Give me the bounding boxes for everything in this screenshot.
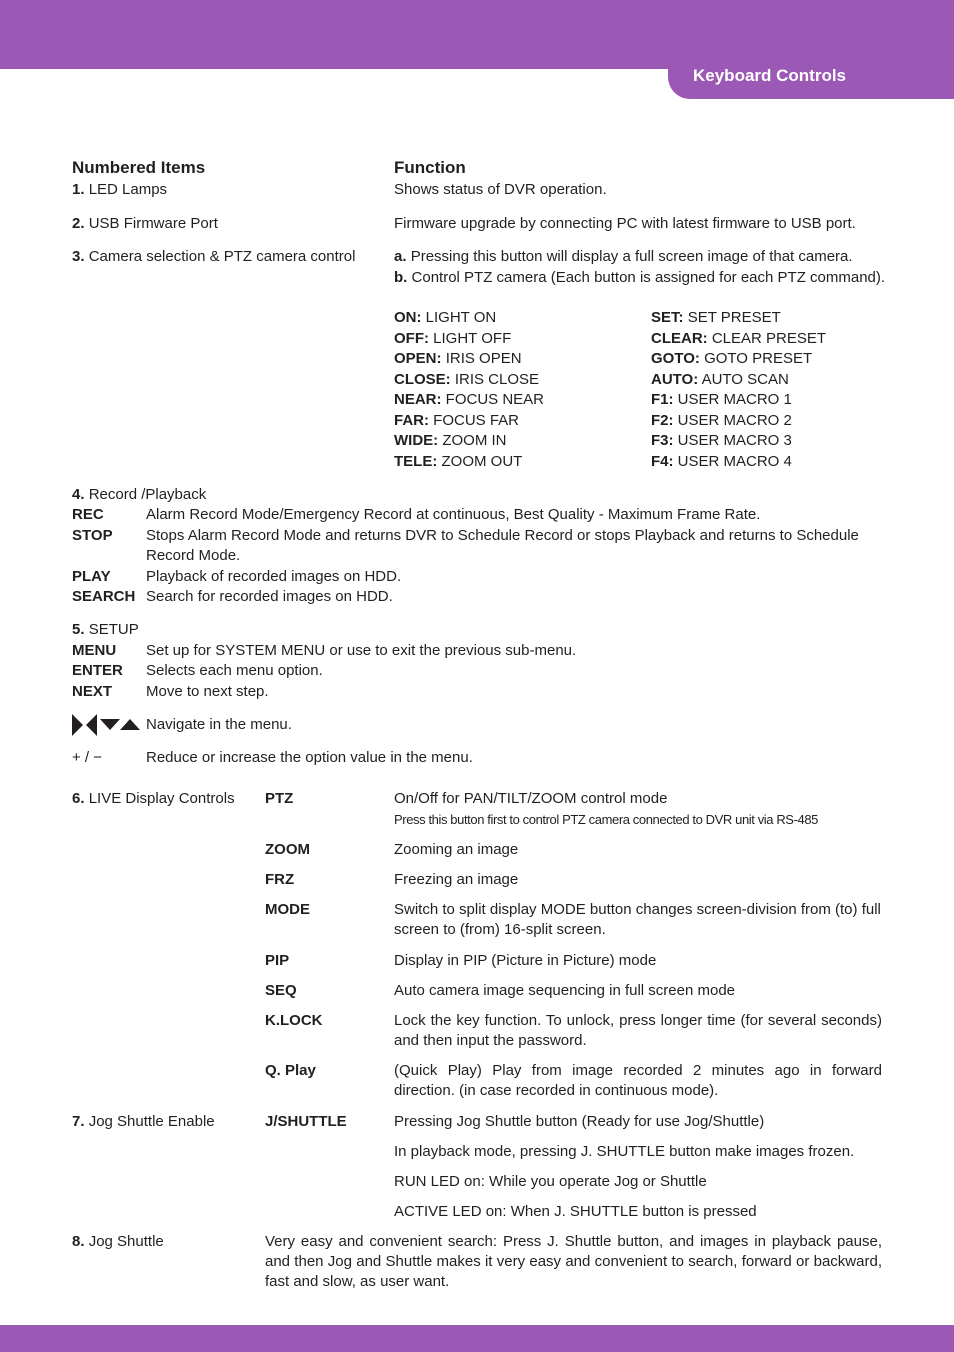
left-arrow-icon [86, 714, 97, 736]
ptz-left-item [394, 308, 496, 328]
klock-key: K.LOCK [265, 1012, 323, 1029]
pip-desc: Display in PIP (Picture in Picture) mode [394, 952, 657, 969]
ptz-command-value: CLEAR PRESET [711, 329, 827, 347]
item-1 [72, 180, 167, 200]
ptz-right-item [651, 329, 826, 349]
item-number: 7. [72, 1113, 85, 1130]
down-arrow-icon [100, 719, 120, 730]
item-label: Record /Playback [88, 486, 207, 503]
ptz-command-key: OPEN: [394, 350, 442, 367]
qplay-key: Q. Play [265, 1062, 316, 1079]
jshuttle-key: J/SHUTTLE [265, 1113, 347, 1130]
ptz-note: Press this button first to control PTZ camera connected to DVR unit via RS-485 [394, 812, 818, 827]
ptz-right-item [651, 411, 792, 431]
ptz-key: PTZ [265, 790, 294, 807]
ptz-right-item [651, 390, 792, 410]
seq-key: SEQ [265, 982, 297, 999]
play-key: PLAY [72, 568, 111, 585]
section-tab: Keyboard Controls [668, 56, 954, 99]
jshuttle-desc-1: Pressing Jog Shuttle button (Ready for use Jog/Shuttle) [394, 1113, 765, 1130]
ptz-command-key: CLEAR: [651, 329, 708, 347]
next-key: NEXT [72, 683, 113, 700]
qplay-desc: (Quick Play) Play from image recorded 2 minutes ago in forward direction. (in case recorded in continuous mode). [394, 1062, 882, 1099]
rec-key: REC [72, 506, 104, 523]
item-7 [72, 1112, 215, 1132]
ptz-command-value: IRIS OPEN [445, 350, 522, 367]
arrow-keys-icon [72, 714, 142, 736]
item-8 [72, 1232, 164, 1252]
ptz-right-item [651, 431, 792, 451]
item-number: 1. [72, 181, 85, 198]
ptz-command-value: LIGHT ON [425, 309, 497, 326]
item-1-desc: Shows status of DVR operation. [394, 181, 607, 198]
numbered-items-heading: Numbered Items [72, 158, 206, 177]
function-heading: Function [394, 158, 466, 177]
menu-desc: Set up for SYSTEM MENU or use to exit the previous sub-menu. [146, 642, 577, 659]
ptz-left-item [394, 431, 507, 451]
ptz-command-key: CLOSE: [394, 370, 451, 388]
rec-desc: Alarm Record Mode/Emergency Record at continuous, Best Quality - Maximum Frame Rate. [146, 506, 761, 523]
ptz-command-key: AUTO: [651, 370, 699, 388]
ptz-command-key: F2: [651, 411, 674, 429]
up-arrow-icon [120, 719, 140, 730]
ptz-command-value: ZOOM OUT [441, 452, 523, 470]
zoom-desc: Zooming an image [394, 841, 519, 858]
ptz-left-item [394, 370, 539, 390]
item-5 [72, 620, 139, 640]
ptz-command-value: IRIS CLOSE [454, 370, 540, 388]
item-number: 5. [72, 621, 85, 638]
ptz-left-item [394, 349, 522, 369]
navigate-desc: Navigate in the menu. [146, 716, 292, 733]
ptz-left-item [394, 390, 544, 410]
frz-desc: Freezing an image [394, 871, 519, 888]
frz-key: FRZ [265, 871, 295, 888]
item-label: Jog Shuttle Enable [88, 1113, 215, 1130]
enter-desc: Selects each menu option. [146, 662, 323, 679]
ptz-command-key: TELE: [394, 452, 438, 470]
ptz-left-item [394, 452, 522, 472]
item-number: 8. [72, 1233, 85, 1250]
item-number: 4. [72, 486, 85, 503]
klock-desc: Lock the key function. To unlock, press longer time (for several seconds) and then input the password. [394, 1012, 882, 1049]
ptz-command-key: WIDE: [394, 432, 439, 449]
ptz-command-value: USER MACRO 4 [677, 452, 792, 470]
mode-key: MODE [265, 901, 310, 918]
stop-key: STOP [72, 527, 113, 544]
ptz-command-value: FOCUS FAR [433, 411, 520, 429]
pip-key: PIP [265, 952, 290, 969]
mode-desc: Switch to split display MODE button changes screen-division from (to) full screen to (from) 16-split screen. [394, 901, 881, 938]
menu-key: MENU [72, 642, 117, 659]
ptz-command-key: NEAR: [394, 391, 442, 408]
ptz-command-value: USER MACRO 1 [677, 391, 792, 408]
item-6 [72, 789, 235, 809]
bottom-banner [0, 1325, 954, 1352]
ptz-command-value: USER MACRO 2 [677, 411, 792, 429]
ptz-left-item [394, 329, 511, 349]
ptz-command-value: ZOOM IN [442, 432, 507, 449]
search-desc: Search for recorded images on HDD. [146, 588, 393, 605]
seq-desc: Auto camera image sequencing in full screen mode [394, 982, 736, 999]
item-label: SETUP [88, 621, 139, 638]
ptz-command-key: OFF: [394, 329, 429, 347]
item-number: 2. [72, 215, 85, 232]
item-2 [72, 214, 218, 234]
plus-minus-key: + / − [72, 749, 103, 766]
ptz-command-value: SET PRESET [687, 309, 781, 326]
jshuttle-desc-3: RUN LED on: While you operate Jog or Shuttle [394, 1173, 707, 1190]
ptz-command-value: FOCUS NEAR [445, 391, 545, 408]
item-number: 3. [72, 248, 85, 265]
stop-desc: Stops Alarm Record Mode and returns DVR to Schedule Record or stops Playback and returns to Schedule Record Mode. [146, 527, 859, 564]
ptz-command-key: ON: [394, 309, 422, 326]
ptz-right-item [651, 452, 792, 472]
zoom-key: ZOOM [265, 841, 310, 858]
jshuttle-desc-2: In playback mode, pressing J. SHUTTLE button make images frozen. [394, 1143, 855, 1160]
ptz-command-key: F1: [651, 391, 674, 408]
enter-key: ENTER [72, 662, 123, 679]
ptz-command-key: GOTO: [651, 350, 700, 367]
ptz-desc: On/Off for PAN/TILT/ZOOM control mode [394, 790, 668, 807]
ptz-command-value: AUTO SCAN [701, 370, 789, 388]
jshuttle-desc-4: ACTIVE LED on: When J. SHUTTLE button is pressed [394, 1203, 757, 1220]
ptz-command-value: USER MACRO 3 [677, 432, 792, 449]
ptz-command-value: LIGHT OFF [433, 329, 512, 347]
right-arrow-icon [72, 714, 83, 736]
item-3-a: a. Pressing this button will display a full screen image of that camera. [394, 248, 853, 265]
ptz-right-item [651, 308, 781, 328]
jog-shuttle-desc: Very easy and convenient search: Press J. Shuttle button, and images in playback pause, and then Jog and Shuttle makes it very easy and convenient to search, forward or backward, fast and slow, as user want. [265, 1233, 882, 1290]
item-label: Camera selection & PTZ camera control [88, 248, 356, 265]
item-label: USB Firmware Port [88, 215, 218, 232]
search-key: SEARCH [72, 588, 136, 605]
item-number: 6. [72, 790, 85, 807]
item-2-desc: Firmware upgrade by connecting PC with latest firmware to USB port. [394, 215, 856, 232]
play-desc: Playback of recorded images on HDD. [146, 568, 402, 585]
ptz-command-key: SET: [651, 309, 684, 326]
item-label: Jog Shuttle [88, 1233, 164, 1250]
plus-minus-desc: Reduce or increase the option value in the menu. [146, 749, 473, 766]
ptz-right-item [651, 370, 789, 390]
ptz-command-key: F3: [651, 432, 674, 449]
ptz-command-key: FAR: [394, 411, 429, 429]
ptz-command-key: F4: [651, 452, 674, 470]
item-label: LED Lamps [88, 181, 168, 198]
next-desc: Move to next step. [146, 683, 269, 700]
item-4 [72, 485, 206, 505]
ptz-command-value: GOTO PRESET [704, 350, 813, 367]
item-label: LIVE Display Controls [88, 790, 235, 807]
item-3-b: b. Control PTZ camera (Each button is assigned for each PTZ command). [394, 269, 886, 286]
ptz-left-item [394, 411, 519, 431]
ptz-right-item [651, 349, 812, 369]
item-3 [72, 247, 355, 267]
